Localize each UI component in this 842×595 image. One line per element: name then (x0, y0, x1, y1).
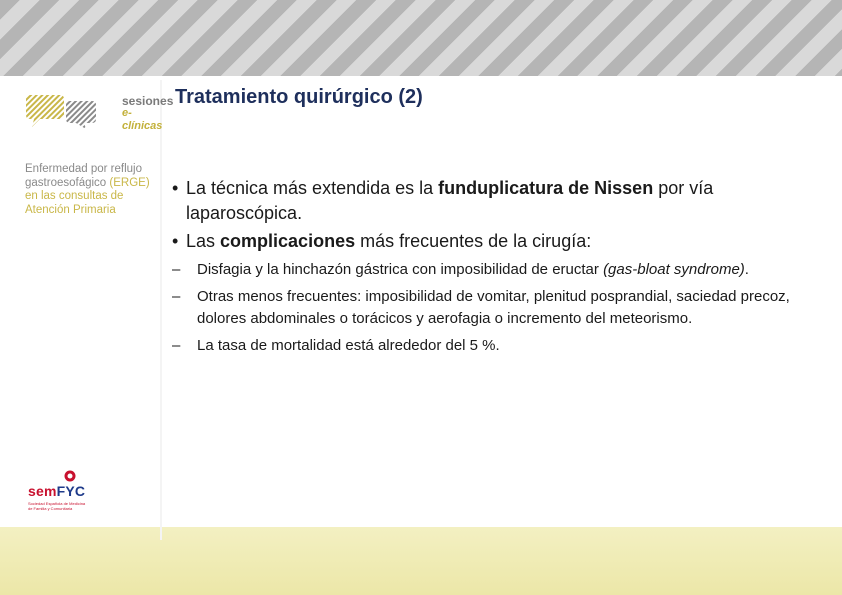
subtitle-line-1: Enfermedad por reflujo (25, 163, 142, 175)
logo-word-sesiones: sesiones (122, 94, 174, 108)
sub-item-italic: (gas-bloat syndrome) (603, 261, 745, 278)
subtitle-line-2a: gastroesofágico (25, 176, 107, 189)
sub-item-text: Disfagia y la hinchazón gástrica con imposibilidad de eructar (197, 261, 604, 278)
bullet-item (172, 176, 834, 226)
sidebar-divider (160, 80, 162, 540)
sub-list-item (172, 286, 834, 330)
subtitle-line-2b: (ERGE) (109, 176, 150, 189)
bullet-text-post: más frecuentes de la cirugía: (355, 231, 592, 251)
sub-item-text: La tasa de mortalidad está alrededor del 5 %. (197, 337, 500, 354)
top-stripe-band (0, 0, 842, 76)
sidebar-subtitle (25, 163, 157, 217)
semfyc-caption-line-2: de Familia y Comunitaria (28, 506, 73, 511)
bullet-text-pre: La técnica más extendida es la (186, 178, 439, 198)
bullet-text-pre: Las (186, 231, 221, 251)
bullet-marker: • (172, 231, 179, 251)
semfyc-caption (28, 501, 85, 511)
bullet-text-bold: complicaciones (220, 231, 356, 251)
bottom-band (0, 527, 842, 595)
sub-list-item (172, 335, 834, 357)
sesiones-eclinicas-logo (24, 94, 174, 132)
dash-marker: – (172, 261, 181, 278)
sub-list-item (172, 259, 834, 281)
bullet-item (172, 229, 834, 254)
sub-item-tail: . (744, 261, 749, 278)
semfyc-wordmark-fyc: FYC (56, 483, 86, 499)
dash-marker: – (172, 337, 181, 354)
sub-list (172, 259, 834, 357)
logo-word-eclinicas: e-clínicas (122, 107, 163, 132)
slide-title: Tratamiento quirúrgico (2) (175, 86, 423, 108)
semfyc-emblem-icon (63, 470, 77, 482)
subtitle-line-4: Atención Primaria (25, 203, 116, 216)
sub-item-text: Otras menos frecuentes: imposibilidad de vomitar, plenitud posprandial, saciedad precoz, dolores abdominales o torácicos y aerofagia o incremento del meteorismo. (197, 288, 790, 327)
semfyc-logo (28, 470, 128, 515)
semfyc-caption-line-1: Sociedad Española de Medicina (28, 501, 86, 506)
bullet-marker: • (172, 178, 179, 198)
semfyc-wordmark-sem: sem (28, 483, 57, 499)
semfyc-wordmark (28, 483, 85, 499)
bullet-text-bold: funduplicatura de Nissen (438, 178, 654, 198)
dash-marker: – (172, 288, 181, 305)
subtitle-line-3: en las consultas de (25, 190, 124, 202)
bullet-text-post: por vía laparoscópica. (186, 178, 714, 223)
speech-bubbles-icon (24, 95, 120, 131)
slide-content (172, 176, 834, 357)
